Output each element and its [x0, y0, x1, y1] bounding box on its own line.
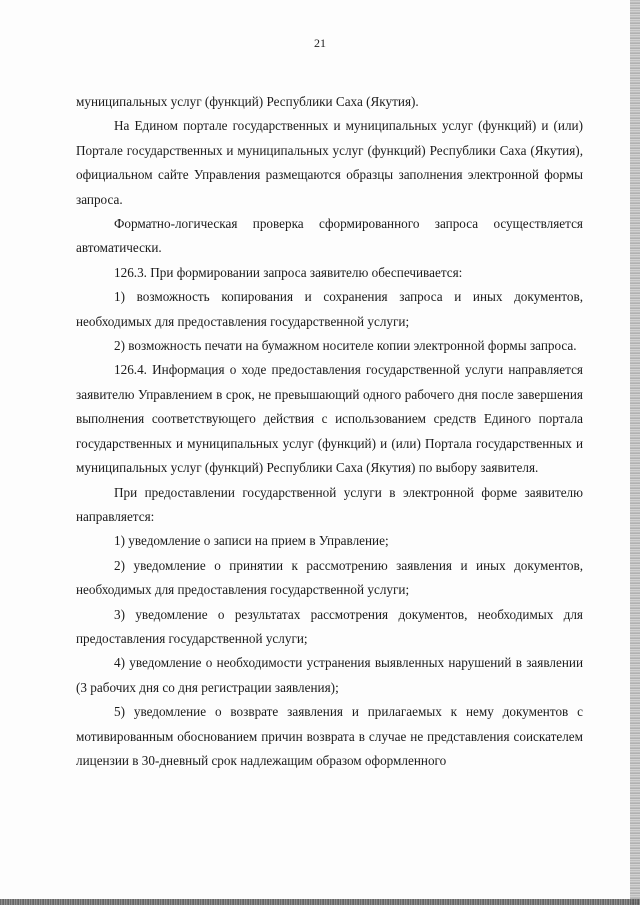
list-item: 1) уведомление о записи на прием в Управление;	[114, 533, 389, 549]
paragraph-continuation: муниципальных услуг (функций) Республики Саха (Якутия).	[76, 94, 419, 109]
paragraph: Форматно-логическая проверка сформированного запроса осуществляется автоматически.	[76, 216, 583, 256]
paragraph: 2) возможность печати на бумажном носителе копии электронной формы запроса.	[114, 338, 577, 354]
list-item: 2) уведомление о принятии к рассмотрению заявления и иных документов, необходимых для предоставления государственной услуги;	[76, 557, 583, 598]
paragraph: 126.4. Информация о ходе предоставления государственной услуги направляется заявителю Управлением в срок, не превышающий одного рабочего дня после завершения выполнения соответствующего действия с использованием средств Единого портала государственных и муниципальных услуг (функций) и (или) Портала государственных и муниципальных услуг (функций) Республики Саха (Якутия) по выбору заявителя.	[76, 362, 583, 476]
paragraph: 126.3. При формировании запроса заявителю обеспечивается:	[114, 264, 463, 280]
list-item: 5) уведомление о возврате заявления и прилагаемых к нему документов с мотивированным обоснованием причин возврата в случае не представления соискателем лицензии в 30-дневный срок надлежащим образом оформленного	[76, 704, 583, 768]
paragraph: 1) возможность копирования и сохранения запроса и иных документов, необходимых для предоставления государственной услуги;	[76, 289, 583, 329]
scan-edge-right	[630, 0, 640, 905]
scan-edge-bottom	[0, 899, 640, 905]
list-item: 3) уведомление о результатах рассмотрения документов, необходимых для предоставления государственной услуги;	[76, 606, 583, 646]
page-number: 21	[314, 36, 326, 50]
paragraph: На Едином портале государственных и муниципальных услуг (функций) и (или) Портале государственных и муниципальных услуг (функций) Республики Саха (Якутия), официальном сайте Управления размещаются образцы заполнения электронной формы запроса.	[76, 118, 583, 207]
list-item: 4) уведомление о необходимости устранения выявленных нарушений в заявлении (3 рабочих дня со дня регистрации заявления);	[76, 655, 583, 695]
document-body	[76, 90, 583, 773]
paragraph: При предоставлении государственной услуги в электронной форме заявителю направляется:	[76, 484, 583, 524]
